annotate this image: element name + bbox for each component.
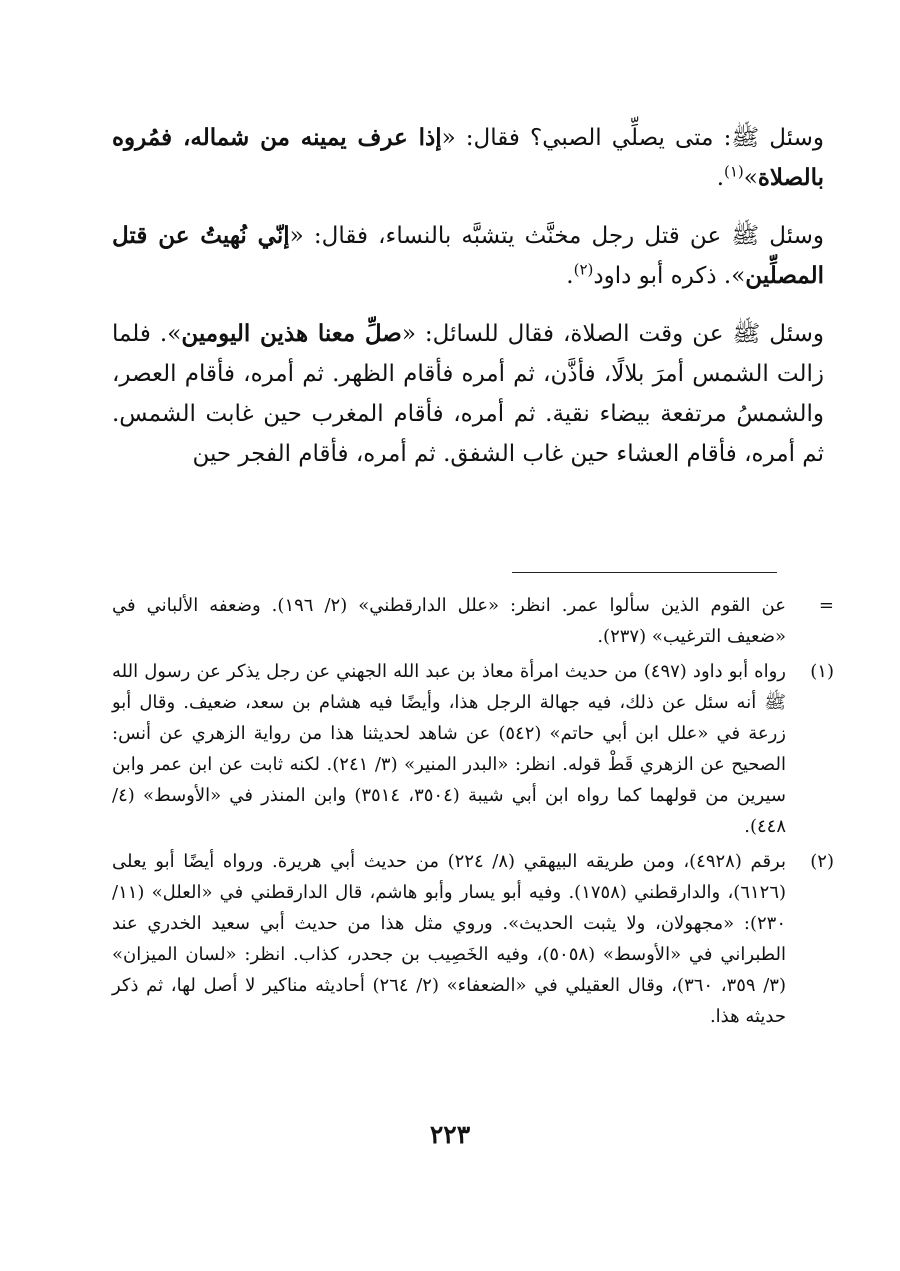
p2-text: وسئل ﷺ عن قتل رجل مخنَّث يتشبَّه بالنساء، فقال: « [289, 223, 824, 249]
p3-narrative: ». فلما زالت الشمس أمرَ بلالًا، فأذَّن، ثم أمره فأقام الظهر. ثم أمره، فأقام العصر، والشمسُ مرتفعة بيضاء نقية. ثم أمره، فأقام المغرب حين غابت الشمس. ثم أمره، فأقام العشاء حين غاب الشفق. ثم أمره، فأقام الفجر حين [112, 321, 824, 467]
p2-hadith-quote: إنّي نُهيتُ عن قتل المصلِّين [112, 222, 824, 289]
p1-hadith-quote: إذا عرف يمينه من شماله، فمُروه بالصلاة [112, 124, 824, 191]
p2-citation: ». ذكره أبو داود [593, 263, 746, 289]
paragraph-1 [112, 118, 824, 198]
footnote-separator [512, 572, 777, 573]
p2-period: . [566, 263, 574, 289]
footnote-marker: = [818, 595, 834, 616]
paragraph-2 [112, 216, 824, 296]
main-text [112, 118, 824, 492]
footnote-ref-2: (٢) [573, 260, 594, 279]
footnote-continuation [112, 590, 834, 652]
footnote-marker: (١) [810, 661, 834, 682]
p1-text: وسئل ﷺ: متى يصلِّي الصبي؟ فقال: « [441, 125, 824, 151]
footnote-2 [112, 846, 834, 1032]
paragraph-3 [112, 314, 824, 474]
footnote-text: عن القوم الذين سألوا عمر. انظر: «علل الدارقطني» (٢/ ١٩٦). وضعفه الألباني في «ضعيف الترغيب» (٢٣٧). [112, 595, 786, 647]
footnote-1 [112, 656, 834, 842]
footnote-ref-1: (١) [724, 162, 744, 181]
p3-text: وسئل ﷺ عن وقت الصلاة، فقال للسائل: « [401, 321, 825, 347]
p3-hadith-quote: صلِّ معنا هذين اليومين [181, 320, 402, 347]
p1-close-quote: » [743, 165, 758, 191]
footnote-marker: (٢) [810, 851, 834, 872]
footnote-text: رواه أبو داود (٤٩٧) من حديث امرأة معاذ بن عبد الله الجهني عن رجل يذكر عن رسول الله ﷺ أنه سئل عن ذلك، فيه جهالة الرجل هذا، وأيضًا فيه هشام بن سعد، ضعيف. وقال أبو زرعة في «علل ابن أبي حاتم» (٥٤٢) عن شاهد لحديثنا هذا من رواية الزهري عن أنس: الصحيح عن الزهري قَطْ قوله. انظر: «البدر المنير» (٣/ ٢٤١). لكنه ثابت عن ابن عمر وابن سيرين من قولهما كما رواه ابن أبي شيبة (٣٥٠٤، ٣٥١٤) وابن المنذر في «الأوسط» (٤/ ٤٤٨). [112, 661, 786, 837]
p1-period: . [716, 165, 724, 191]
footnotes [112, 590, 834, 1036]
footnote-text: برقم (٤٩٢٨)، ومن طريقه البيهقي (٨/ ٢٢٤) من حديث أبي هريرة. ورواه أيضًا أبو يعلى (٦١٢٦)، والدارقطني (١٧٥٨). وفيه أبو يسار وأبو هاشم، قال الدارقطني في «العلل» (١١/ ٢٣٠): «مجهولان، ولا يثبت الحديث». وروي مثل هذا من حديث أبي سعيد الخدري عند الطبراني في «الأوسط» (٥٠٥٨)، وفيه الخَصِيب بن جحدر، كذاب. انظر: «لسان الميزان» (٣/ ٣٥٩، ٣٦٠)، وقال العقيلي في «الضعفاء» (٢/ ٢٦٤) أحاديثه مناكير لا أصل لها، ثم ذكر حديثه هذا. [112, 851, 787, 1027]
page-number: ٢٢٣ [429, 1120, 471, 1149]
